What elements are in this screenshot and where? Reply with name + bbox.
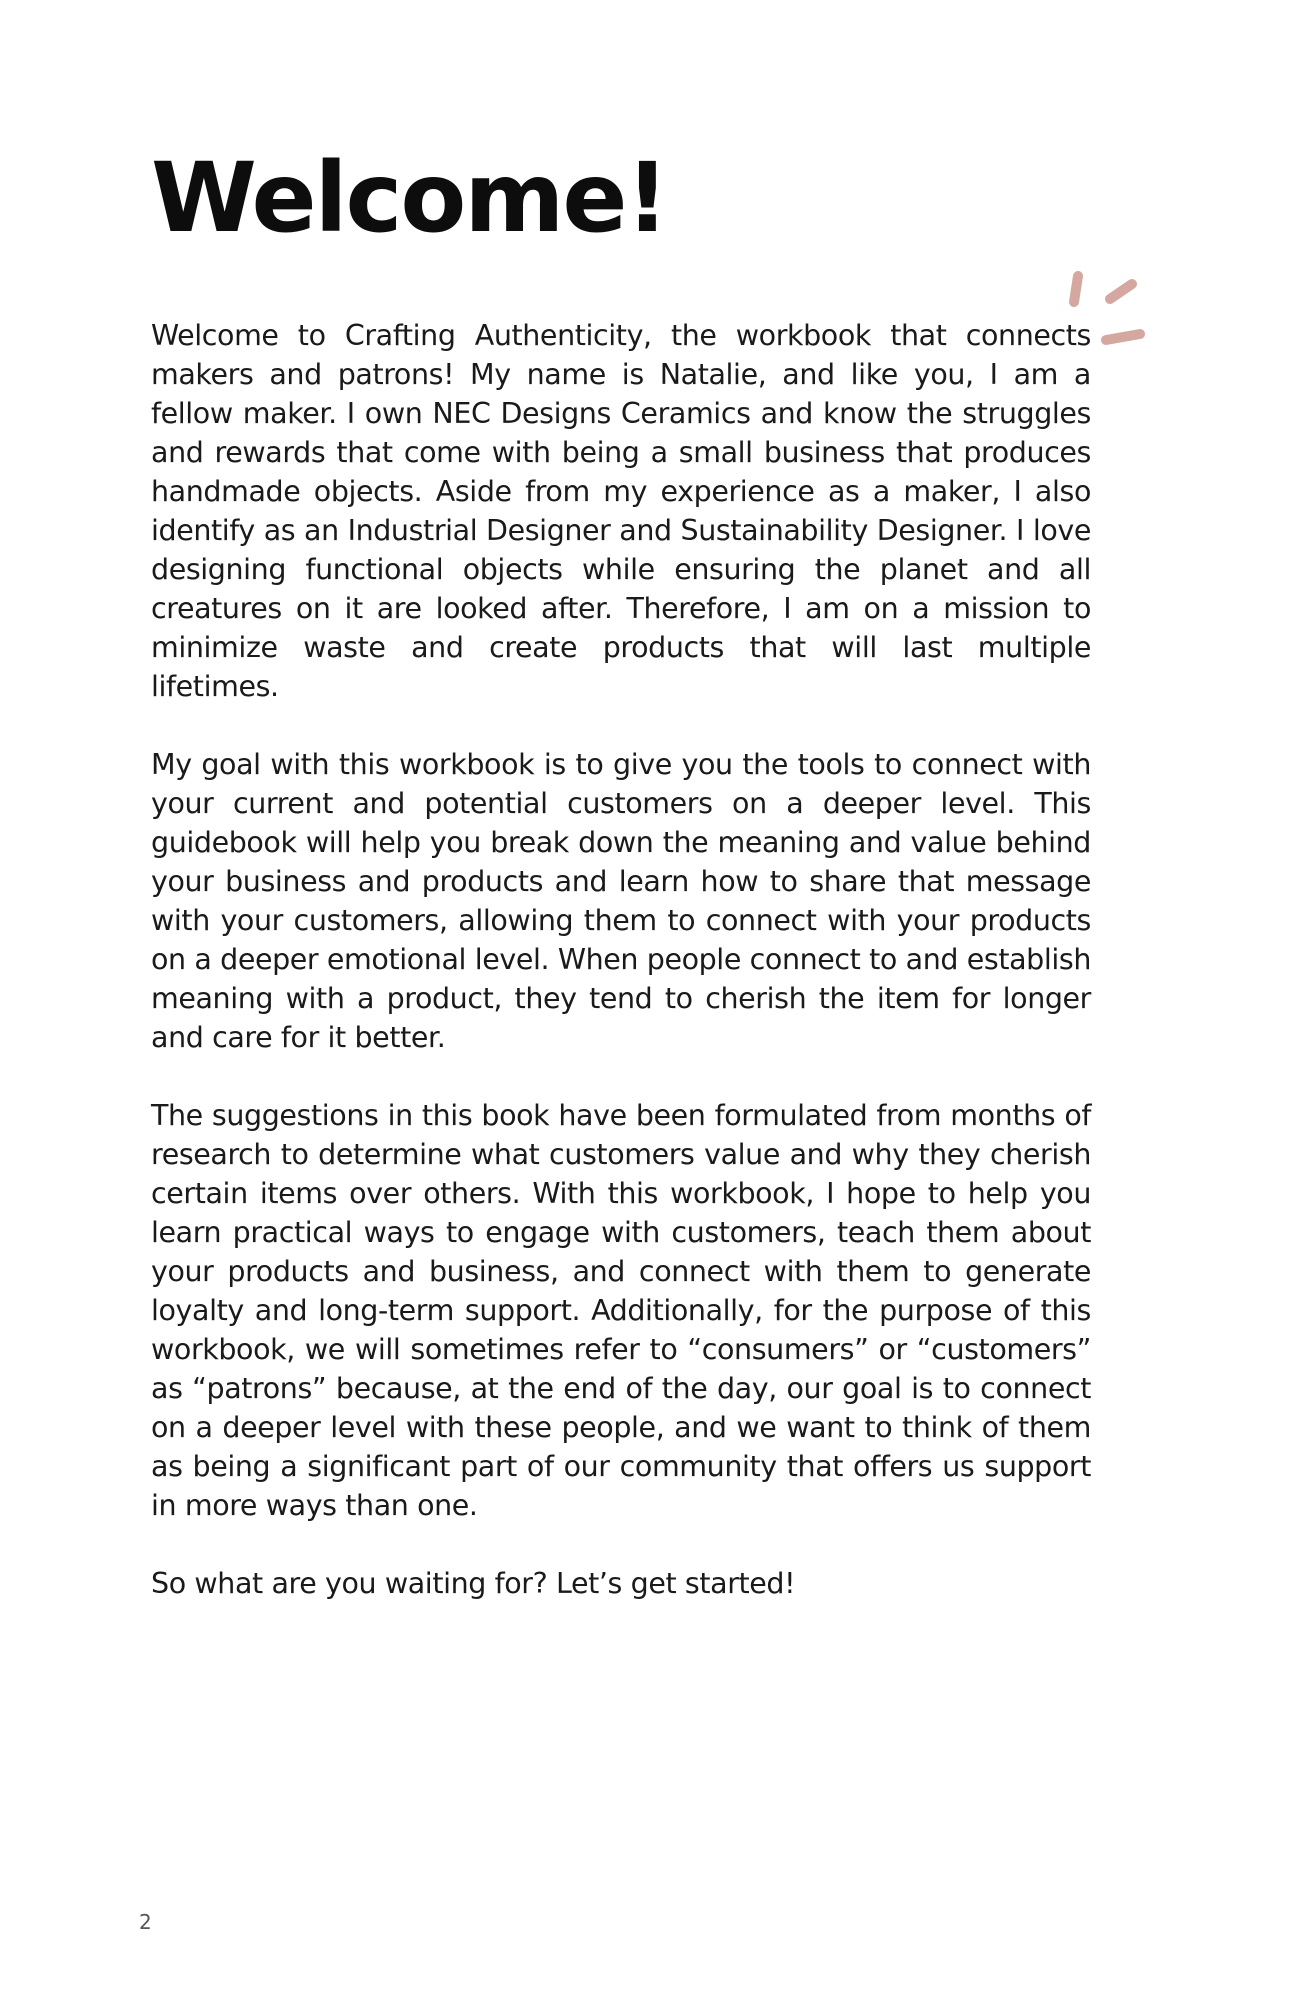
sparkle-line-bottom <box>1106 334 1140 340</box>
paragraph-suggestions: The suggestions in this book have been formulated from months of research to determine what customers value and why they cherish certain items over others. With this workbook, I hope to help you learn practical ways to engage with customers, teach them about your products and business, and connect with them to generate loyalty and long-term support. Additionally, for the purpose of this workbook, we will sometimes refer to “consumers” or “customers” as “patrons” because, at the end of the day, our goal is to connect on a deeper level with these people, and we want to think of them as being a significant part of our community that offers us support in more ways than one. <box>151 1099 1091 1522</box>
sparkle-line-top <box>1074 276 1078 302</box>
body-text <box>151 316 1091 1603</box>
paragraph-closing: So what are you waiting for? Let’s get started! <box>151 1567 796 1600</box>
paragraph-intro: Welcome to Crafting Authenticity, the workbook that connects makers and patrons! My name is Natalie, and like you, I am a fellow maker. I own NEC Designs Ceramics and know the struggles and rewards that come with being a small business that produces handmade objects. Aside from my experience as a maker, I also identify as an Industrial Designer and Sustainability Designer. I love designing functional objects while ensuring the planet and all creatures on it are looked after. Therefore, I am on a mission to minimize waste and create products that will last multiple lifetimes. <box>151 319 1091 703</box>
sparkle-line-middle <box>1110 284 1132 299</box>
paragraph-goal: My goal with this workbook is to give you the tools to connect with your current and potential customers on a deeper level. This guidebook will help you break down the meaning and value behind your business and products and learn how to share that message with your customers, allowing them to connect with your products on a deeper emotional level. When people connect to and establish meaning with a product, they tend to cherish the item for longer and care for it better. <box>151 748 1091 1054</box>
page-title: Welcome! <box>151 142 668 254</box>
page-number: 2 <box>139 1910 152 1934</box>
